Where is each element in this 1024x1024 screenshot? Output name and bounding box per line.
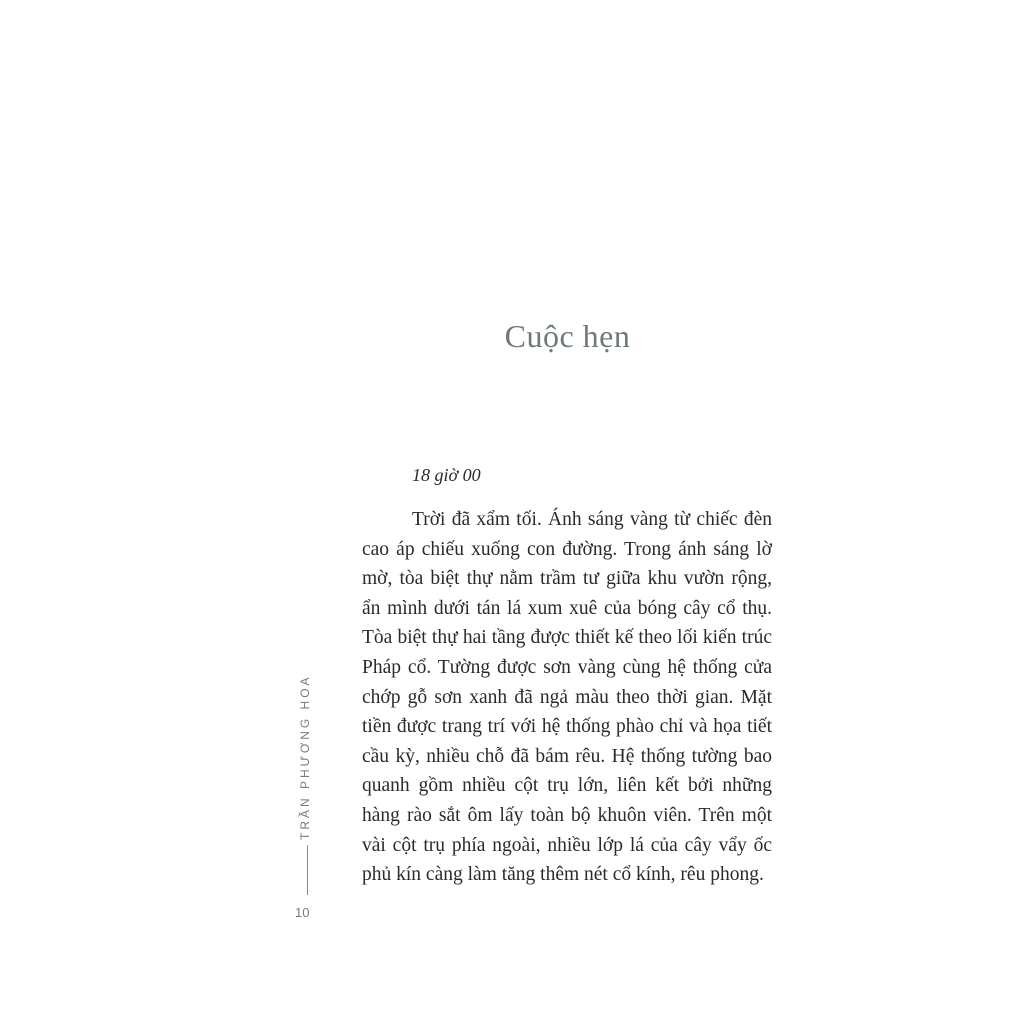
margin-rule <box>307 845 308 895</box>
page-number: 10 <box>295 905 310 920</box>
body-paragraph: Trời đã xẩm tối. Ánh sáng vàng từ chiếc đèn cao áp chiếu xuống con đường. Trong ánh sáng lờ mờ, tòa biệt thự nằm trầm tư giữa khu vườn rộng, ẩn mình dưới tán lá xum xuê của bóng cây cổ thụ. Tòa biệt thự hai tầng được thiết kế theo lối kiến trúc Pháp cổ. Tường được sơn vàng cùng hệ thống cửa chớp gỗ sơn xanh đã ngả màu theo thời gian. Mặt tiền được trang trí với hệ thống phào chỉ và họa tiết cầu kỳ, nhiều chỗ đã bám rêu. Hệ thống tường bao quanh gồm nhiều cột trụ lớn, liên kết bởi những hàng rào sắt ôm lấy toàn bộ khuôn viên. Trên một vài cột trụ phía ngoài, nhiều lớp lá của cây vẩy ốc phủ kín càng làm tăng thêm nét cổ kính, rêu phong. <box>362 509 772 886</box>
time-label: 18 giờ 00 <box>412 465 481 485</box>
chapter-title: Cuộc hẹn <box>504 318 631 354</box>
author-name: TRẦN PHƯƠNG HOA <box>298 674 312 840</box>
